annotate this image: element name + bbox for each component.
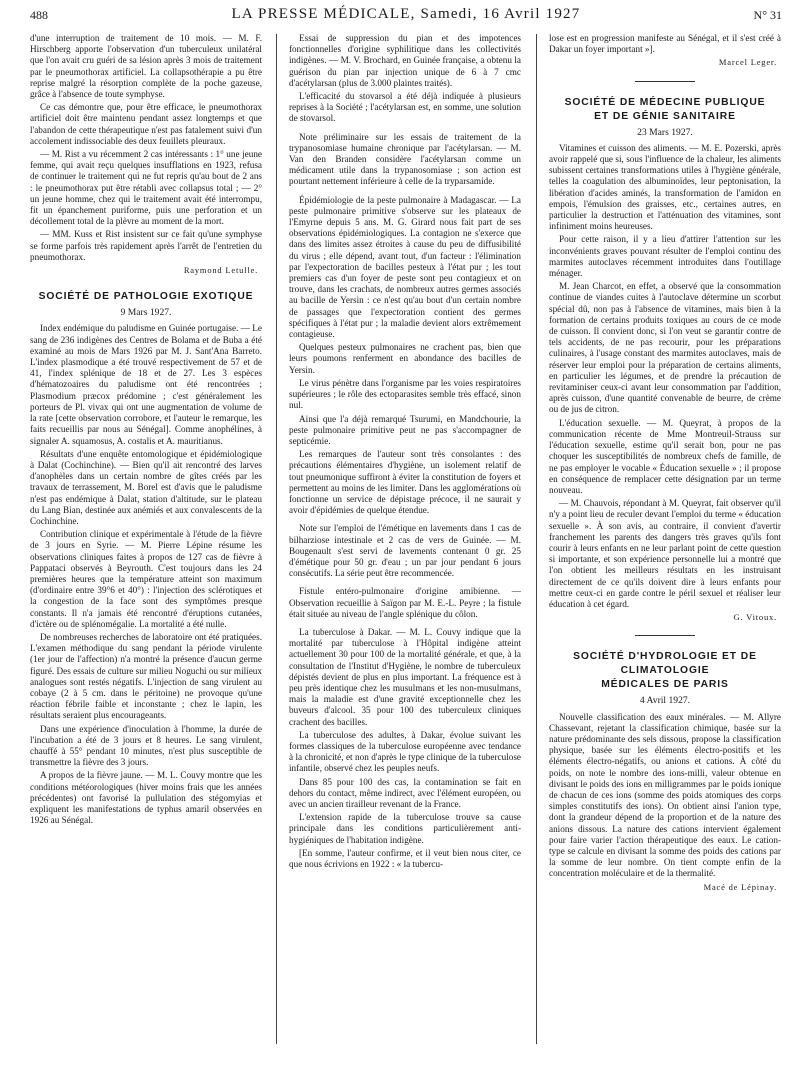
section-heading (549, 96, 781, 124)
author-signature: G. Vitoux. (733, 612, 777, 623)
section-heading-line: SOCIÉTÉ DE MÉDECINE PUBLIQUE (564, 96, 766, 108)
section-heading: SOCIÉTÉ DE PATHOLOGIE EXOTIQUE (38, 291, 254, 303)
paragraph: — M. Rist a vu récemment 2 cas intéressants : 1° une jeune femme, qui avait reçu quelques insufflations en 1923, refusa de continuer le traitement qui ne fut repris qu'au bout de 2 ans : le pneumothorax put être rétabli avec collapsus total ; — 2° un jeune homme, chez qui le traitement avait été interrompu, fit un épanchement puriforme, puis une perforation et un décollement total de la plèvre au moment de la mort. (30, 149, 262, 227)
journal-title: LA PRESSE MÉDICALE, Samedi, 16 Avril 1927 (231, 6, 581, 22)
paragraph: Vitamines et cuisson des aliments. — M. E. Pozerski, après avoir rappelé que si, sous l'influence de la chaleur, les aliments subissent certaines transformations utiles à l'hygiène générale, telles la coagulation des albuminoïdes, leur peptonisation, la libération d'acides aminés, la transformation de l'amidon en empois, l'émulsion des graisses, etc., certaines autres, en particulier la destruction et l'atténuation des vitamines, sont infiniment moins heureuses. (549, 142, 781, 232)
section-date: 9 Mars 1927. (120, 307, 172, 319)
paragraph: Essai de suppression du pian et des impotences fonctionnelles d'origine syphilitique dans les collectivités indigènes. — M. V. Brochard, en Guinée française, a obtenu la guérison du pian par injection unique de 6 à 7 cmc d'acétylarsan (plus de 3.000 plaintes traités). (289, 33, 521, 88)
paragraph: La tuberculose à Dakar. — M. L. Couvy indique que la mortalité par tuberculose à l'Hôpital indigène atteint actuellement 30 pour 100 de la mortalité générale, et que, à la consultation de l'Institut d'Hygiène, le nombre de tuberculeux dépistés devient de plus en plus important. La fréquence est à peu près identique chez les musulmans et les non-musulmans, mais la maladie est d'une gravité exceptionnelle chez les buveurs d'alcool. 35 pour 100 des tuberculeux cliniques crachent des bacilles. (289, 626, 521, 727)
paragraph: Le virus pénètre dans l'organisme par les voies respiratoires supérieures ; le rôle des ectoparasites semble très effacé, sinon nul. (289, 377, 521, 411)
paragraph: Ainsi que l'a déjà remarqué Tsurumi, en Mandchourie, la peste pulmonaire primitive peut ne pas s'accompagner de septicémie. (289, 413, 521, 446)
paragraph: Dans 85 pour 100 des cas, la contamination se fait en dehors du contact, même indirect, avec l'élément européen, ou avec un ancien tirailleur revenant de la France. (289, 776, 521, 809)
separator-rule (635, 81, 695, 82)
separator-rule (635, 635, 695, 636)
paragraph: — MM. Kuss et Rist insistent sur ce fait qu'une symphyse se forme parfois très rapidement après l'arrêt de l'entretien du pneumothorax. (30, 229, 262, 262)
paragraph: L'efficacité du stovarsol a été déjà indiquée à plusieurs reprises à la Société ; l'acétylarsan est, en somme, une solution de stovarsol. (289, 91, 521, 124)
section-heading-line: ET DE GÉNIE SANITAIRE (594, 110, 736, 122)
paragraph: Pour cette raison, il y a lieu d'attirer l'attention sur les inconvénients graves pouvant résulter de l'emploi continu des marmites autoclaves récemment introduites dans l'outillage ménager. (549, 234, 781, 279)
paragraph: Nouvelle classification des eaux minérales. — M. Allyre Chassevant, rejetant la classification chimique, basée sur la nature prédominante des sels dissous, propose la classification physique, basée sur les éléments électro-positifs et les éléments électro-négatifs, ou anions et cations. À côté du poids, on note le nombre des ions-milli, valeur obtenue en divisant le poids des ions en milligrammes par le poids ionique de chacun de ces ions (somme des poids atomiques des corps simples constitutifs des ions). On obtient ainsi l'anion type, dont la grandeur dépend de la proportion et de la nature des anions dissous. La nature des cations intervient également pour faire varier l'action thérapeutique des eaux. Le cation-type se calcule en divisant la somme des poids des cations par la somme de leur nombre. On tient compte enfin de la concentration moléculaire et de la thermalité. (549, 711, 781, 879)
paragraph: Contribution clinique et expérimentale à l'étude de la fièvre de 3 jours en Syrie. — M. Pierre Lépine résume les observations cliniques faites à propos de 127 cas de fièvre à Pappataci observés à Beyrouth. C'est toujours dans les 24 premières heures que la température atteint son maximum (d'ordinaire entre 39°6 et 40°) : l'injection des sclérotiques et la congestion de la face sont des symptômes presque constants. Il n'a jamais été rencontré d'éruptions cutanées, d'ictère ou de splénomégalie. La mortalité a été nulle. (30, 529, 262, 629)
page-header (30, 6, 782, 28)
paragraph: [En somme, l'auteur confirme, et il veut bien nous citer, ce que nous écrivions en 1922 : « la tubercu- (289, 847, 521, 870)
paragraph: Les remarques de l'auteur sont très consolantes : des précautions élémentaires d'hygiène, un isolement relatif de tout pneumonique suffiront à éviter la constitution de foyers et permettent au moins de les limiter. Dans les agglomérations où fonctionne un service de dépistage précoce, il ne saurait y avoir d'épidémies de quelque étendue. (289, 449, 521, 516)
journal-page (30, 0, 782, 1082)
author-signature: Marcel Leger. (718, 57, 777, 68)
paragraph: — M. Chauvois, répondant à M. Queyrat, fait observer qu'il n'y a point lieu de reculer devant l'emploi du terme « éducation sexuelle ». À son avis, au contraire, il convient d'avertir franchement les parents des dangers très graves qu'ils font courir à leurs enfants en ne leur parlant point de cette question si importante, et son expérience personnelle lui a montré que l'on obtient les meilleurs résultats en les instruisant directement de ce qu'ils doivent dire à leurs enfants pour mettre ceux-ci en garde contre le péril sexuel et réaliser leur éducation à cet égard. (549, 498, 781, 609)
paragraph: La tuberculose des adultes, à Dakar, évolue suivant les formes classiques de la tuberculose européenne avec tendance à la chronicité, et non d'après le type clinique de la tuberculose infantile, observé chez les peuples neufs. (289, 729, 521, 774)
paragraph: d'une interruption de traitement de 10 mois. — M. F. Hirschberg apporte l'observation d'un tuberculeux unilatéral que l'on avait cru guéri de sa lésion après 3 mois de traitement par le pneumothorax artificiel. La collapsothérapie a pu être reprise malgré la résorption complète de la poche gazeuse, grâce à l'absence de toute symphyse. (30, 33, 262, 100)
paragraph: lose est en progression manifeste au Sénégal, et il s'est créé à Dakar un foyer important »]. (549, 33, 781, 55)
issue-number: N° 31 (753, 8, 782, 22)
paragraph: Quelques pesteux pulmonaires ne crachent pas, bien que leurs poumons renferment en abondance des bacilles de Yersin. (289, 342, 521, 375)
section-heading (549, 650, 781, 692)
author-signature: Macé de Lépinay. (703, 881, 777, 892)
paragraph: Épidémiologie de la peste pulmonaire à Madagascar. — La peste pulmonaire primitive s'observe sur les plateaux de l'Emyrne depuis 5 ans. M. G. Girard nous fait part de ses observations épidémiologiques. La contagion ne s'exerce que dans des limites assez étroites à cause du peu de diffusibilité du virus ; elle dépend, avant tout, d'un facteur : l'élimination par l'expectoration de bacilles pesteux à l'état pur ; les tout premiers cas d'un foyer de peste sont peu contagieux et on trouve, dans les crachats, de nombreux autres germes associés au bacille de Yersin : ce n'est qu'au bout d'un certain nombre de passages que l'expectoration contient des germes spécifiques à l'état pur ; la maladie devient alors extrêmement contagieuse. (289, 194, 521, 340)
paragraph: Dans une expérience d'inoculation à l'homme, la durée de l'incubation a été de 3 jours et 8 heures. Le sang virulent, chauffé à 55° pendant 10 minutes, n'est plus susceptible de transmettre la fièvre des 3 jours. (30, 723, 262, 768)
section-heading-line: SOCIÉTÉ D'HYDROLOGIE ET DE CLIMATOLOGIE (573, 651, 757, 677)
paragraph: De nombreuses recherches de laboratoire ont été pratiquées. L'examen méthodique du sang pendant la période virulente (1er jour de l'affection) n'a montré la présence d'aucun germe figuré. Des essais de culture sur milieu Noguchi ou sur milieux analogues sont restés négatifs. L'injection de sang virulent au cobaye (2 à 5 cm. dans le péritoine) ne provoque qu'une réaction fébrile faible et inconstante ; chez le lapin, les résultats seraient plus encourageants. (30, 631, 262, 721)
author-signature: Raymond Letulle. (183, 265, 258, 276)
section-heading-line: MÉDICALES DE PARIS (601, 679, 729, 691)
column-rule-left (276, 34, 277, 1044)
column-2 (289, 33, 521, 872)
column-1 (30, 33, 262, 828)
paragraph: Résultats d'une enquête entomologique et épidémiologique à Dalat (Cochinchine). — Bien qu'il ait rencontré des larves d'anophèles dans un certain nombre de gîtes créés par les travaux de terrassement, M. Borel est d'avis que le paludisme n'est pas endémique à Dalat, station d'altitude, sur le plateau du Lang Bian, destinée aux anémiés et aux convalescents de la Cochinchine. (30, 448, 262, 526)
paragraph: M. Jean Charcot, en effet, a observé que la consommation continue de viandes cuites à l'autoclave détermine un scorbut spécial dû, non pas à l'absence de vitamines, mais bien à la formation de certains produits toxiques au cours de ce mode de cuisson. Il convient donc, si l'on veut se garantir contre de tels accidents, de ne pas recourir, pour les préparations culinaires, à l'usage constant des marmites autoclaves, mais de réserver leur emploi pour la préparation de certains aliments, en particulier les légumes, et de prendre la précaution de revitaminiser ceux-ci avant leur consommation par l'addition, après cuisson, d'une quantité convenable de beurre, de crème ou de jus de citron. (549, 281, 781, 415)
section-date: 23 Mars 1927. (637, 126, 693, 138)
paragraph: Fistule entéro-pulmonaire d'origine amibienne. — Observation recueillie à Saïgon par M. E.-L. Peyre ; la fistule était située au niveau de l'angle splénique du côlon. (289, 586, 521, 619)
column-rule-right (536, 34, 537, 1044)
paragraph: Index endémique du paludisme en Guinée portugaise. — Le sang de 236 indigènes des Centres de Bolama et de Buba a été examiné au mois de Mars 1926 par M. J. Sant'Ana Barreto. L'index plasmodique a été trouvé respectivement de 57 et de 41, l'index splénique de 18 et de 27. Les 3 espèces d'hématozoaires du paludisme ont été rencontrées ; Plasmodium præcox prédomine ; c'est généralement les porteurs de Pl. vivax qui ont une augmentation de volume de la rate [cette observation corrobore, et l'auteur le remarque, les faits recueillis par nous au Sénégal]. Comme anophélines, à signaler A. squamosus, A. costalis et A. mauritianus. (30, 323, 262, 446)
paragraph: L'éducation sexuelle. — M. Queyrat, à propos de la communication récente de Mme Montreuil-Strauss sur l'éducation sexuelle, estime qu'il serait bon, pour ne pas choquer les susceptibilités de nombreux chefs de famille, de ne pas employer le vocable « Éducation sexuelle » ; il propose en conséquence de remplacer cette désignation par un terme nouveau. (549, 417, 781, 495)
paragraph: Ce cas démontre que, pour être efficace, le pneumothorax artificiel doit être maintenu pendant assez longtemps et que l'abandon de cette thérapeutique n'est pas fatalement suivi d'un accolement indissociable des deux feuillets pleuraux. (30, 102, 262, 146)
paragraph: A propos de la fièvre jaune. — M. L. Couvy montre que les conditions météorologiques (hiver moins frais que les années précédentes) ont favorisé la pullulation des stégomyias et expliquent les manifestations de typhus amaril observées en 1926 au Sénégal. (30, 770, 262, 826)
paragraph: Note préliminaire sur les essais de traitement de la trypanosomiase humaine chronique par l'acétylarsan. — M. Van den Branden considère l'acétylarsan comme un médicament utile dans la trypanosomiase ; son action est pourtant nettement inférieure à celle de la tryparsamide. (289, 131, 521, 187)
page-number: 488 (30, 8, 48, 22)
paragraph: L'extension rapide de la tuberculose trouve sa cause principale dans les conditions particulièrement anti-hygiéniques de l'habitation indigène. (289, 812, 521, 845)
section-date: 4 Avril 1927. (639, 695, 691, 707)
paragraph: Note sur l'emploi de l'émétique en lavements dans 1 cas de bilharziose intestinale et 2 cas de vers de Guinée. — M. Bougenault s'est servi de lavements contenant 0 gr. 25 d'émétique pour 50 gr. d'eau ; un par jour pendant 6 jours consécutifs. La série peut être recommencée. (289, 523, 521, 579)
column-3 (549, 33, 781, 896)
